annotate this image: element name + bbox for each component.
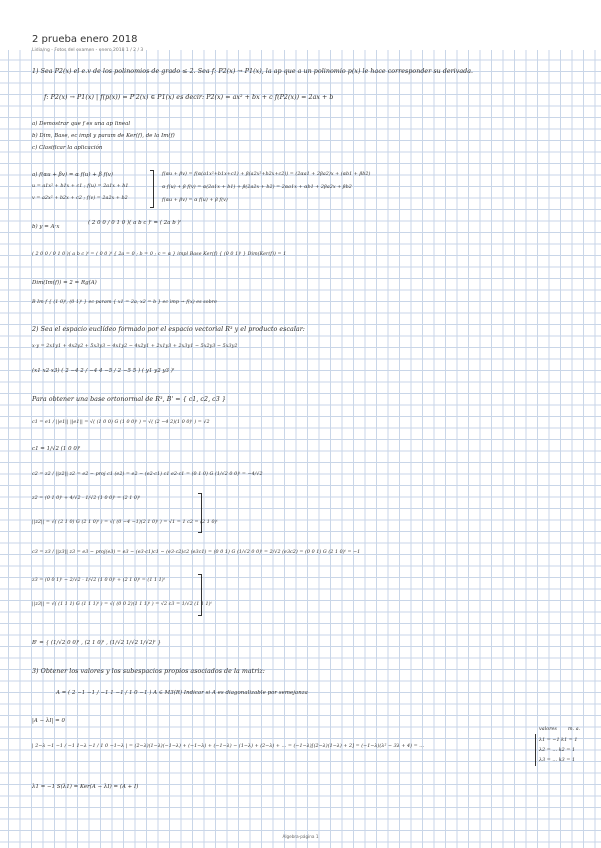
page-subtitle: Lidia/ng - Fotos del examen - enero 2018 1 / 2 / 3 [32, 48, 144, 53]
page-footer: Algebra-página 1 [282, 834, 319, 839]
q2-c1-formula: c1 = e1 / ||e1|| ||e1|| = √( (1 0 0) G (1 0 0)ᵗ ) = √( (2 −4 2)(1 0 0)ᵗ ) = √2 [32, 420, 210, 425]
q3-statement: 3) Obtener los valores y los subespacios propios asociados de la matriz: [32, 668, 265, 675]
q3-subspace: λ1 = −1 S(λ1) = Ker(A − λI) = (A + I) [32, 784, 139, 790]
q1-brace [150, 170, 154, 208]
q2-z2-norm: ||z2|| = √( (2 1 0) G (2 1 0)ᵗ ) = √( (0 −4 −1)(2 1 0)ᵗ ) = √1 = 1 c2 = (2 1 0)ᵗ [32, 520, 218, 525]
q3-matrix: A = ( 2 −1 −1 / −1 1 −1 / 1 0 −1 ) A ∈ M3(R) Indicar si A es diagonalizable por semejanza [56, 690, 308, 696]
q2-gram-matrix: (x1 x2 x3) ( 2 −4 2 / −4 4 −5 / 2 −5 5 ) ( y1 y2 y3 )ᵗ [32, 368, 175, 374]
q2-z2: z2 = (0 1 0)ᵗ + 4/√2 · 1/√2 (1 0 0)ᵗ = (2 1 0)ᵗ [32, 496, 141, 501]
q3-det-equation: |A − λI| = 0 [32, 718, 65, 724]
q3-eigen-row-1: λ1 = −1 k1 = 1 [539, 738, 578, 743]
q1-sol-b2: ( 2 0 0 / 0 1 0 )( a b c )ᵗ = ( 0 0 )ᵗ { 2a = 0 ; b = 0 ; c = α } impl Base Ker(f) { (0 0 1)ᵗ } Dim(Ker(f)) = 1 [32, 252, 287, 257]
q3-det-expansion: | 2−λ −1 −1 / −1 1−λ −1 / 1 0 −1−λ | = (2−λ)(1−λ)(−1−λ) + (−1−λ) + (−1−λ) − (1−λ) + (2−λ) + ... = (−1−λ)[(2−λ)(1−λ) + 2] = (−1−λ)(λ² − 3λ + 4) = ... [32, 744, 425, 749]
q1-sol-a2: u = a1x² + b1x + c1 ; f(u) = 2a1x + b1 [32, 184, 129, 189]
q2-c3-brace [198, 574, 202, 616]
q3-eigen-header-ma: m. a. [568, 727, 581, 732]
q1-sol-a4: f(αu + βv) = f(α(a1x²+b1x+c1) + β(a2x²+b2x+c2)) = (2αa1 + 2βa2)x + (αb1 + βb2) [162, 172, 371, 177]
q1-sol-b-matrix: ( 2 0 0 / 0 1 0 )( a b c )ᵗ = ( 2a b )ᵗ [88, 220, 182, 226]
q2-statement: 2) Sea el espacio euclídeo formado por el espacio vectorial R³ y el producto escalar: [32, 326, 305, 333]
q1-sol-b3: Dim(Im(f)) = 2 = Rg(A) [32, 280, 97, 286]
q2-c3-formula: c3 = z3 / ||z3|| z3 = e3 − proj(e3) = e3 − (e3·c1)c1 − (e3·c2)c2 (e3c1) = (0 0 1) G (1/√2 0 0)ᵗ = 2/√2 (e3c2) = (0 0 1) G (2 1 0)ᵗ = −1 [32, 550, 361, 555]
q2-z3-norm: ||z3|| = √( (1 1 1) G (1 1 1)ᵗ ) = √( (0 0 2)(1 1 1)ᵗ ) = √2 c3 = 1/√2 (1 1 1)ᵗ [32, 602, 212, 607]
q1-part-b: b) Dim, Base, ec impl y param de Ker(f), de la Im(f) [32, 133, 175, 139]
page-title: 2 prueba enero 2018 [32, 34, 138, 45]
q3-eigen-header-values: valores [539, 727, 557, 732]
q1-sol-a1: a) f(αu + βv) = α f(u) + β f(v) [32, 172, 113, 178]
q2-result: B' = { (1/√2 0 0)ᵗ , (2 1 0)ᵗ , (1/√2 1/√2 1/√2)ᵗ } [32, 640, 161, 646]
q1-sol-a3: v = a2x² + b2x + c2 ; f(v) = 2a2x + b2 [32, 196, 128, 201]
q2-goal: Para obtener una base ortonormal de R³, B' = { c1, c2, c3 } [32, 396, 226, 403]
q1-statement: 1) Sea P2(x) el e.v de los polinomios de grado ≤ 2. Sea f: P2(x) → P1(x), la ap que a un polinomio p(x) le hace corresponder su derivada. [32, 68, 474, 75]
q3-eigen-table-rule [535, 734, 536, 766]
q2-c2-brace [198, 493, 202, 533]
q1-part-c: c) Clasificar la aplicación [32, 145, 103, 151]
q2-c2-formula: c2 = z2 / ||z2|| z2 = e2 − proj c1 (e2) = e2 − (e2·c1) c1 e2·c1 = (0 1 0) G (1/√2 0 0)ᵗ = −4/√2 [32, 472, 263, 477]
q1-sol-a6: f(αu + βv) = α f(u) + β f(v) [162, 198, 228, 203]
q2-z3: z3 = (0 0 1)ᵗ − 2/√2 · 1/√2 (1 0 0)ᵗ + (2 1 0)ᵗ = (1 1 1)ᵗ [32, 578, 165, 583]
q3-eigen-row-2: λ2 = ... k2 = 1 [539, 748, 576, 753]
q3-eigen-row-3: λ3 = ... k3 = 1 [539, 758, 576, 763]
q1-sol-b1: b) y = A·x [32, 224, 60, 230]
q1-part-a: a) Demostrar que f es una ap lineal [32, 121, 131, 127]
q2-scalar-product: x·y = 2x1y1 + 4x2y2 + 5x3y3 − 4x1y2 − 4x2y1 + 2x1y3 + 2x3y1 − 5x2y3 − 5x3y2 [32, 344, 238, 349]
q2-c1-result: c1 = 1/√2 (1 0 0)ᵗ [32, 446, 81, 452]
q1-formula: f: P2(x) → P1(x) | f(p(x)) = P'2(x) ∈ P1(x) es decir: P2(x) = ax² + bx + c f(P2(x)) = 2ax + b [44, 94, 334, 101]
q1-sol-a5: α f(u) + β f(v) = α(2a1x + b1) + β(2a2x + b2) = 2αa1x + αb1 + 2βa2x + βb2 [162, 185, 352, 190]
q1-sol-b4: B Im f { (1 0)ᵗ, (0 1)ᵗ } ec param { x1 = 2a, x2 = b } ec imp → f(x) es sobre [32, 300, 217, 305]
